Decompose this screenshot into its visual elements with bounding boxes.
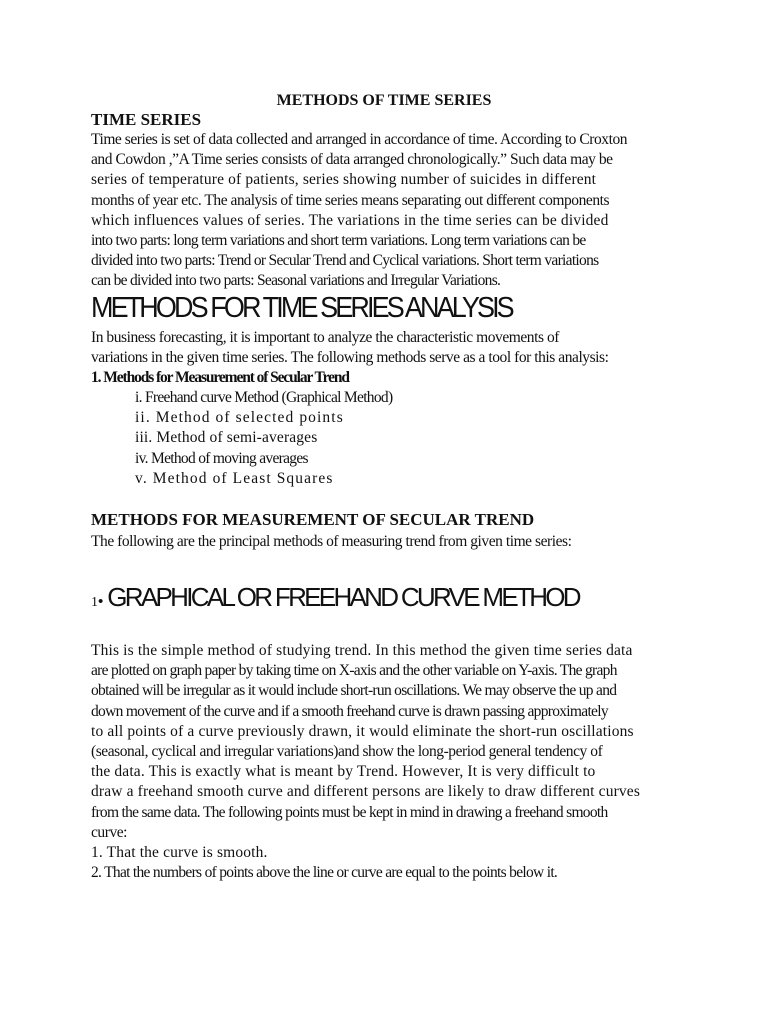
graphical-line: 2. That the numbers of points above the line or curve are equal to the points below it. bbox=[91, 864, 558, 882]
intro-line: series of temperature of patients, series showing number of suicides in different bbox=[91, 171, 597, 189]
heading-number: 1 bbox=[91, 595, 98, 610]
secular-intro-line: The following are the principal methods of measuring trend from given time series: bbox=[91, 533, 572, 550]
graphical-line: obtained will be irregular as it would include short-run oscillations. We may observe the up and bbox=[91, 682, 617, 700]
graphical-line: curve: bbox=[91, 823, 128, 841]
graphical-method-heading bbox=[91, 582, 579, 613]
bullet-icon: • bbox=[98, 594, 104, 610]
secular-subheading: 1. Methods for Measurement of Secular Trend bbox=[91, 369, 349, 387]
secular-intro bbox=[91, 532, 691, 552]
intro-line: Time series is set of data collected and arranged in accordance of time. According to Croxton bbox=[91, 131, 628, 148]
graphical-paragraph bbox=[91, 641, 691, 883]
analysis-paragraph bbox=[91, 328, 691, 389]
graphical-line: 1. That the curve is smooth. bbox=[91, 844, 268, 862]
methods-list bbox=[135, 388, 392, 489]
intro-line: into two parts: long term variations and short term variations. Long term variations can be bbox=[91, 232, 586, 250]
list-item: iv. Method of moving averages bbox=[135, 449, 308, 467]
secular-trend-heading: METHODS FOR MEASUREMENT OF SECULAR TREND bbox=[91, 510, 535, 529]
intro-line: which influences values of series. The variations in the time series can be divided bbox=[91, 211, 609, 229]
document-title: METHODS OF TIME SERIES bbox=[276, 92, 492, 109]
analysis-line: variations in the given time series. The following methods serve as a tool for this analysis: bbox=[91, 349, 609, 367]
graphical-line: from the same data. The following points must be kept in mind in drawing a freehand smooth bbox=[91, 803, 608, 821]
graphical-line: the data. This is exactly what is meant by Trend. However, It is very difficult to bbox=[91, 763, 596, 781]
analysis-line: In business forecasting, it is important to analyze the characteristic movements of bbox=[91, 329, 559, 346]
list-item: i. Freehand curve Method (Graphical Method) bbox=[135, 389, 393, 406]
list-item: v. Method of Least Squares bbox=[135, 469, 334, 487]
list-item: ii. Method of selected points bbox=[135, 409, 344, 427]
graphical-line: This is the simple method of studying trend. In this method the given time series data bbox=[91, 642, 633, 659]
intro-line: and Cowdon ,”A Time series consists of data arranged chronologically.” Such data may be bbox=[91, 151, 613, 169]
graphical-line: to all points of a curve previously drawn, it would eliminate the short-run oscillations bbox=[91, 722, 634, 740]
graphical-line: draw a freehand smooth curve and different persons are likely to draw different curves bbox=[91, 783, 641, 801]
list-item: iii. Method of semi-averages bbox=[135, 429, 318, 447]
graphical-line: down movement of the curve and if a smooth freehand curve is drawn passing approximately bbox=[91, 702, 608, 720]
intro-line: months of year etc. The analysis of time series means separating out different components bbox=[91, 191, 610, 209]
graphical-heading-text: GRAPHICAL OR FREEHAND CURVE METHOD bbox=[107, 582, 579, 612]
graphical-line: (seasonal, cyclical and irregular variations)and show the long-period general tendency of bbox=[91, 743, 603, 761]
intro-line: divided into two parts: Trend or Secular Trend and Cyclical variations. Short term variations bbox=[91, 252, 599, 270]
intro-line: can be divided into two parts: Seasonal variations and Irregular Variations. bbox=[91, 272, 501, 290]
intro-paragraph bbox=[91, 130, 691, 292]
graphical-line: are plotted on graph paper by taking time on X-axis and the other variable on Y-axis. The graph bbox=[91, 662, 617, 680]
analysis-heading: METHODS FOR TIME SERIES ANALYSIS bbox=[91, 292, 512, 324]
time-series-heading: TIME SERIES bbox=[91, 110, 202, 129]
